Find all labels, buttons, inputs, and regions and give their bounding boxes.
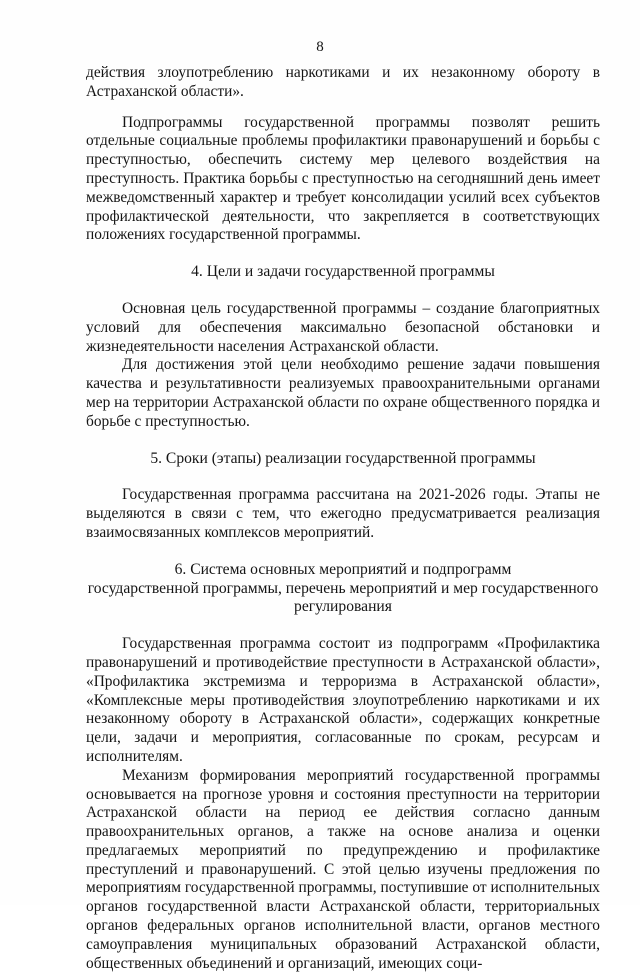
section-4-paragraph-2: Для достижения этой цели необходимо решение задачи повышения качества и результативности реализуемых правоохранительными органами мер на территории Астраханской области по охране общественного порядка и борьбе с преступностью. <box>86 356 600 430</box>
section-5-paragraph: Государственная программа рассчитана на 2021-2026 годы. Этапы не выделяются в связи с тем, что ежегодно предусматривается реализация взаимосвязанных комплексов мероприятий. <box>86 486 600 541</box>
section-6-heading-line-2: государственной программы, перечень мероприятий и мер государственного <box>87 579 599 597</box>
section-4-paragraph-1: Основная цель государственной программы – создание благоприятных условий для обеспечения максимально безопасной обстановки и жизнедеятельности населения Астраханской области. <box>86 299 600 355</box>
section-6-paragraph-2: Механизм формирования мероприятий государственной программы основывается на прогнозе уровня и состояния преступности на территории Астраханской области на период ее действия согласно данным правоохранительных органов, а также на основе анализа и оценки предлагаемых мероприятий по предупреждению и профилактике преступлений и правонарушений. С этой целью изучены предложения по мероприятиям государственной программы, поступившие от исполнительных органов государственной власти Астраханской области, территориальных органов федеральных органов исполнительной власти, органов местного самоуправления муниципальных образований Астраханской области, общественных объединений и организаций, имеющих соци- <box>86 766 600 972</box>
document-body <box>86 64 600 973</box>
section-6-paragraph-1: Государственная программа состоит из подпрограмм «Профилактика правонарушений и противодействие преступности в Астраханской области», «Профилактика экстремизма и терроризма в Астраханской области», «Комплексные меры противодействия злоупотреблению наркотиками и их незаконному обороту в Астраханской области», содержащих конкретные цели, задачи и мероприятия, согласованные по срокам, ресурсам и исполнителям. <box>86 635 600 765</box>
page-number: 8 <box>316 39 324 55</box>
section-6-heading-line-1: 6. Система основных мероприятий и подпрограмм <box>174 560 512 578</box>
section-6-heading-line-3: регулирования <box>294 598 392 616</box>
intro-paragraph: Подпрограммы государственной программы позволят решить отдельные социальные проблемы профилактики правонарушений и борьбы с преступностью, обеспечить систему мер целевого воздействия на преступность. Практика борьбы с преступностью на сегодняшний день имеет межведомственный характер и требует консолидации усилий всех субъектов профилактической деятельности, что закрепляется в соответствующих положениях государственной программы. <box>86 113 600 244</box>
section-4-heading: 4. Цели и задачи государственной программы <box>191 263 495 281</box>
intro-continuation: действия злоупотреблению наркотиками и их незаконному обороту в Астраханской области». <box>86 64 600 100</box>
section-5-heading: 5. Сроки (этапы) реализации государственной программы <box>150 449 536 467</box>
